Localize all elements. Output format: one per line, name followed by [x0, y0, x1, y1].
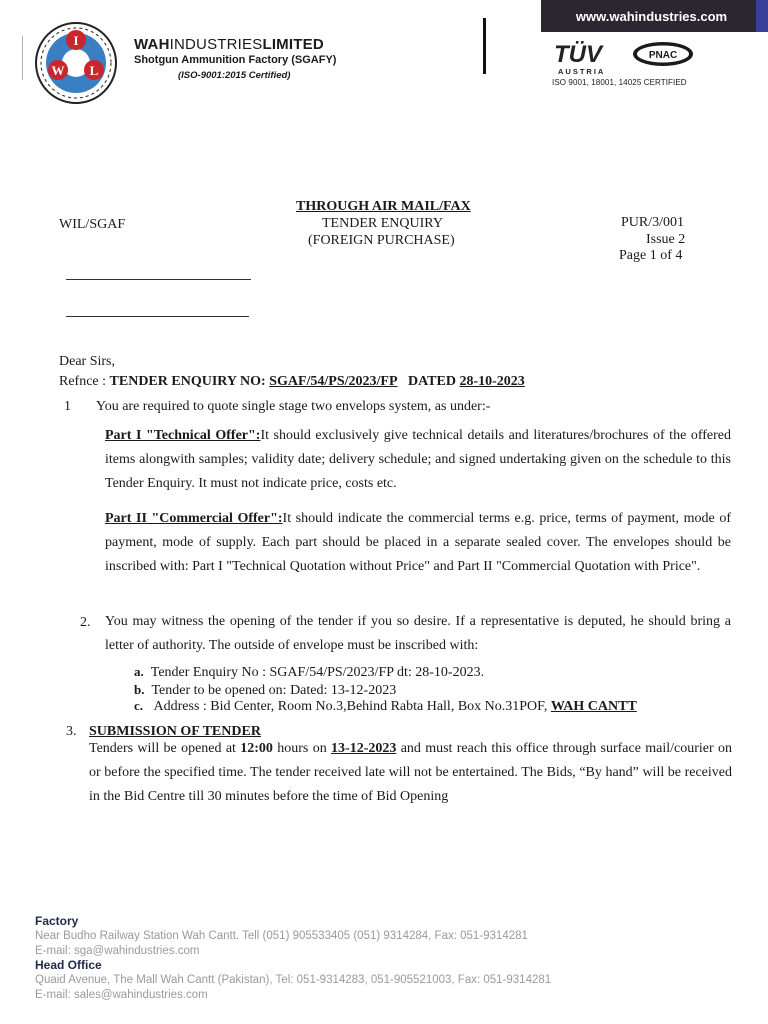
footer-factory-email[interactable]: E-mail: sga@wahindustries.com: [35, 945, 200, 957]
tuv-sub-text: AUSTRIA: [558, 67, 606, 76]
page-number: Page 1 of 4: [619, 248, 683, 263]
issue-number: Issue 2: [646, 232, 686, 247]
foreign-purchase-heading: (FOREIGN PURCHASE): [308, 233, 455, 248]
sub-item-b: b. Tender to be opened on: Dated: 13-12-2023: [134, 682, 397, 698]
company-name: WAHINDUSTRIESLIMITED: [134, 36, 324, 53]
address-blank-line: [66, 316, 249, 317]
submission-heading: SUBMISSION OF TENDER: [89, 724, 261, 739]
logo-letter-l: L: [89, 63, 99, 78]
footer-head-office-email[interactable]: E-mail: sales@wahindustries.com: [35, 989, 208, 1001]
header-divider: [483, 18, 486, 74]
website-banner-accent: [756, 0, 768, 32]
tender-date: 28-10-2023: [459, 374, 525, 389]
reference-line: Refnce : TENDER ENQUIRY NO: SGAF/54/PS/2023/FP DATED 28-10-2023: [59, 374, 525, 389]
company-logo: [22, 18, 126, 108]
logo-letter-w: W: [51, 63, 65, 78]
company-iso: (ISO-9001:2015 Certified): [178, 70, 291, 81]
tuv-text: TÜV: [554, 41, 602, 68]
part-1-label: Part I "Technical Offer":: [105, 428, 261, 443]
item-2-text: You may witness the opening of the tender if you so desire. If a representative is deputed, he should bring a letter of authority. The outside of envelope must be inscribed with:: [105, 614, 731, 653]
footer-head-office-address: Quaid Avenue, The Mall Wah Cantt (Pakistan), Tel: 051-9314283, 051-905521003, Fax: 051-9314281: [35, 974, 552, 986]
footer-head-office-label: Head Office: [35, 958, 102, 972]
sender-reference: WIL/SGAF: [59, 217, 126, 232]
document-number: PUR/3/001: [621, 215, 685, 230]
website-link[interactable]: www.wahindustries.com: [575, 8, 728, 24]
sub-item-c: c. Address : Bid Center, Room No.3,Behind Rabta Hall, Box No.31POF, WAH CANTT: [134, 698, 637, 714]
item-number: 1: [64, 399, 71, 414]
item-number: 3.: [66, 724, 77, 739]
address-blank-line: [66, 279, 251, 280]
logo-letter-i: I: [73, 33, 79, 48]
pnac-logo: [628, 38, 698, 74]
air-mail-heading: THROUGH AIR MAIL/FAX: [296, 199, 471, 214]
tender-enquiry-heading: TENDER ENQUIRY: [322, 216, 443, 231]
sub-item-a: a. Tender Enquiry No : SGAF/54/PS/2023/FP dt: 28-10-2023.: [134, 664, 485, 680]
tender-number: SGAF/54/PS/2023/FP: [269, 374, 398, 389]
item-1-text: You are required to quote single stage two envelops system, as under:-: [96, 399, 491, 414]
part-1-paragraph: Part I "Technical Offer":It should exclusively give technical details and literatures/brochures of the offered items alongwith samples; validity date; delivery schedule; and signed undertaking given on the schedule to this Tender Enquiry. It must not indicate price, costs etc.: [105, 428, 731, 491]
pnac-text: PNAC: [648, 50, 678, 61]
tuv-austria-logo: [552, 38, 624, 78]
item-3-text: Tenders will be opened at 12:00 hours on 13-12-2023 and must reach this office through surface mail/courier on or before the specified time. The tender received late will not be entertained. The Bids, “By hand” will be received in the Bid Centre till 30 minutes before the time of Bid Opening: [89, 741, 733, 804]
iso-certified: ISO 9001, 18001, 14025 CERTIFIED: [552, 78, 687, 87]
salutation: Dear Sirs,: [59, 354, 115, 369]
footer-factory-label: Factory: [35, 914, 79, 928]
company-subtitle: Shotgun Ammunition Factory (SGAFY): [134, 54, 337, 66]
part-2-paragraph: Part II "Commercial Offer":It should indicate the commercial terms e.g. price, terms of payment, mode of payment, mode of supply. Each part should be placed in a separate sealed cover. The envelopes should be inscribed with: Part I "Technical Quotation without Price" and Part II "Commercial Quotation with Price".: [105, 511, 731, 574]
part-2-label: Part II "Commercial Offer":: [105, 511, 283, 526]
footer-factory-address: Near Budho Railway Station Wah Cantt. Tell (051) 905533405 (051) 9314284, Fax: 051-9314281: [35, 930, 528, 942]
item-number: 2.: [80, 615, 91, 630]
website-banner[interactable]: [541, 0, 768, 32]
